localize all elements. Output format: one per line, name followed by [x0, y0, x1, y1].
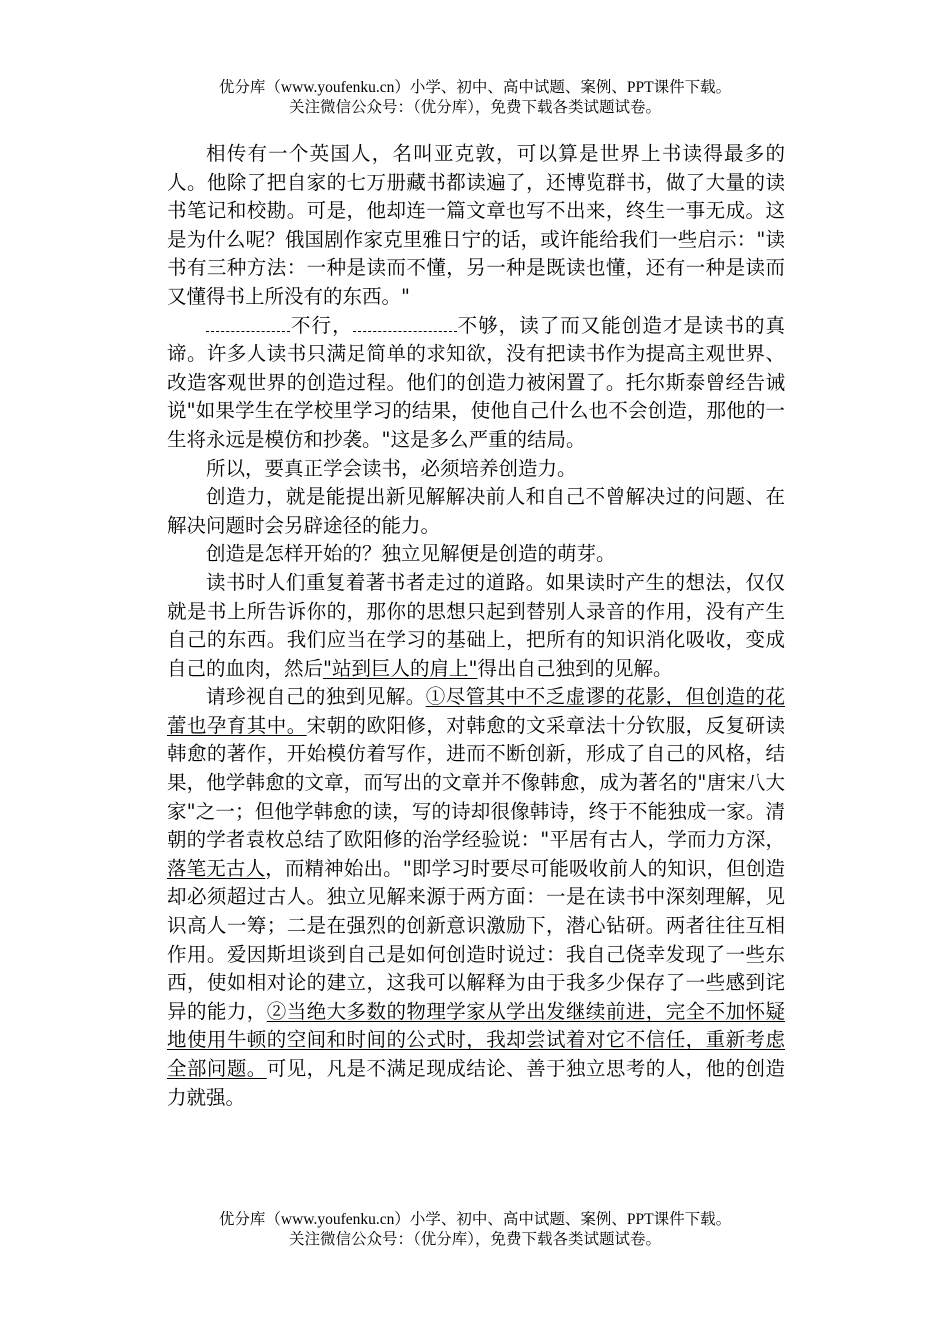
page-header: [0, 78, 950, 118]
underlined-sentence-2: ②当绝大多数的物理学家从学出发继续前进，完全不加怀疑地使用牛顿的空间和时间的公式时，我却尝试着对它不信任，重新考虑全部问题。: [167, 999, 785, 1080]
underlined-phrase-giant-shoulders: "站到巨人的肩上": [323, 656, 478, 680]
paragraph-5: 创造是怎样开始的？独立见解便是创造的萌芽。: [206, 542, 616, 566]
paragraph-6-text-a: 读书时人们重复着著书者走过的道路。如果读时产生的想法，仅仅就是书上所告诉你的，那你的思想只起到替别人录音的作用，没有产生自己的东西。我们应当在学习的基础上，把所有的知识消化吸收，变成自己的血肉，然后: [167, 570, 785, 680]
fill-in-blank-1[interactable]: [206, 313, 290, 332]
article-body: [167, 140, 785, 1112]
page-footer: [0, 1210, 950, 1250]
paragraph-2-text-b: 不够，读了而又能创造才是读书的真谛。许多人读书只满足简单的求知欲，没有把读书作为提高主观世界、改造客观世界的创造过程。他们的创造力被闲置了。托尔斯泰曾经告诫说"如果学生在学校里学习的结果，使他自己什么也不会创造，那他的一生将永远是模仿和抄袭。"这是多么严重的结局。: [167, 313, 785, 451]
underlined-sentence-1: ①尽管其中不乏虚谬的花影，但创造的花蕾也孕育其中。: [167, 685, 785, 737]
paragraph-1: 相传有一个英国人，名叫亚克敦，可以算是世界上书读得最多的人。他除了把自家的七万册藏书都读遍了，还博览群书，做了大量的读书笔记和校勘。可是，他却连一篇文章也写不出来，终生一事无成。这是为什么呢？俄国剧作家克里雅日宁的话，或许能给我们一些启示："读书有三种方法：一种是读而不懂，另一种是既读也懂，还有一种是读而又懂得书上所没有的东西。": [167, 142, 785, 308]
underlined-phrase-no-ancients: 落笔无古人: [167, 856, 266, 880]
paragraph-6-text-b: 得出自己独到的见解。: [477, 656, 673, 680]
paragraph-7-text-a: 请珍视自己的独到见解。: [206, 685, 426, 709]
paragraph-7-text-b: 宋朝的欧阳修，对韩愈的文采章法十分钦服，反复研读韩愈的著作，开始模仿着写作，进而不断创新，形成了自己的风格，结果，他学韩愈的文章，而写出的文章并不像韩愈，成为著名的"唐宋八大家"之一；但他学韩愈的读，写的诗却很像韩诗，终于不能独成一家。清朝的学者袁枚总结了欧阳修的治学经验说："平居有古人，学而力方深，: [167, 713, 785, 852]
paragraph-2: [167, 312, 785, 455]
paragraph-2-text-a: 不行，: [290, 313, 353, 337]
paragraph-7-text-d: 可见，凡是不满足现成结论、善于独立思考的人，他的创造力就强。: [167, 1057, 785, 1109]
footer-line-2: 关注微信公众号：（优分库），免费下载各类试题试卷。: [288, 1231, 661, 1248]
paragraph-7-text-c: ，而精神始出。"即学习时要尽可能吸收前人的知识，但创造却必须超过古人。独立见解来源于两方面：一是在读书中深刻理解，见识高人一筹；二是在强烈的创新意识激励下，潜心钻研。两者往往互相作用。爱因斯坦谈到自己是如何创造时说过：我自己侥幸发现了一些东西，使如相对论的建立，这我可以解释为由于我多少保存了一些感到诧异的能力，: [167, 856, 785, 1023]
paragraph-7: [167, 683, 785, 1112]
paragraph-4: 创造力，就是能提出新见解解决前人和自己不曾解决过的问题、在解决问题时会另辟途径的能力。: [167, 485, 785, 537]
footer-line-1: 优分库（www.youfenku.cn）小学、初中、高中试题、案例、PPT课件下载。: [218, 1211, 732, 1228]
header-line-1: 优分库（www.youfenku.cn）小学、初中、高中试题、案例、PPT课件下载。: [218, 79, 732, 96]
fill-in-blank-2[interactable]: [353, 313, 457, 332]
paragraph-3: 所以，要真正学会读书，必须培养创造力。: [206, 456, 577, 480]
paragraph-6: [167, 569, 785, 683]
header-line-2: 关注微信公众号：（优分库），免费下载各类试题试卷。: [288, 99, 661, 116]
